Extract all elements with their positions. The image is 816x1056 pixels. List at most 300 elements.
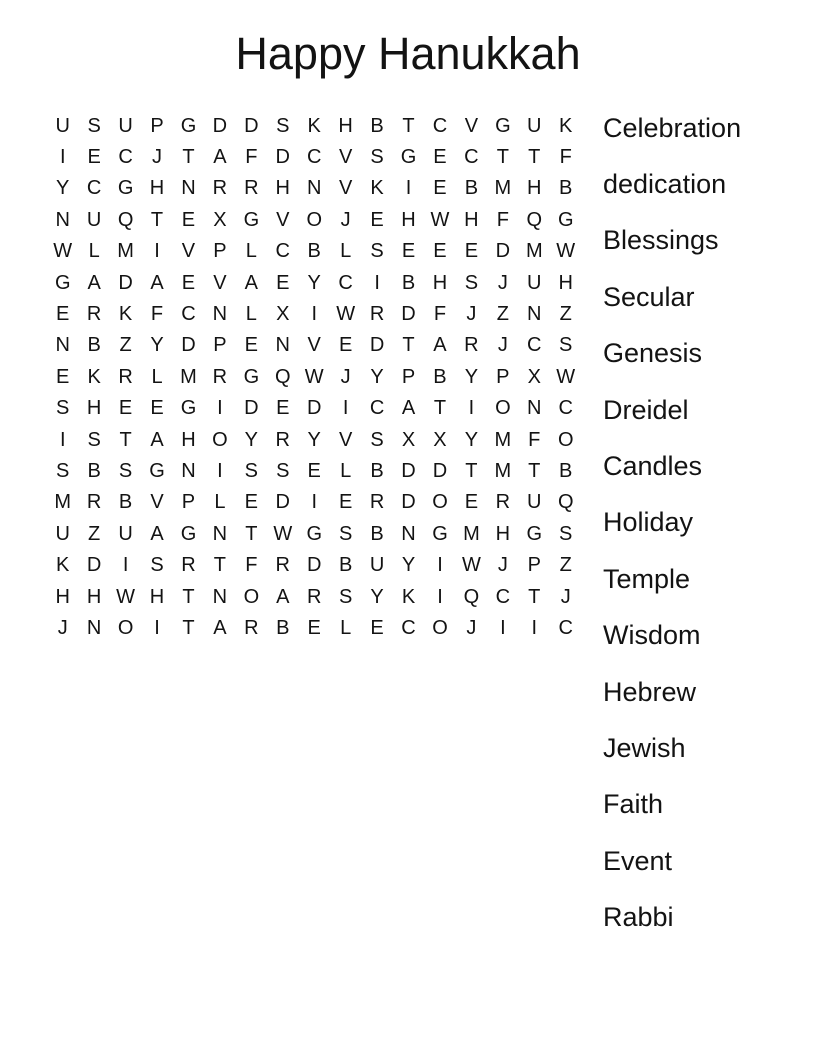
- grid-cell: T: [528, 459, 541, 482]
- word-list-item: Genesis: [603, 338, 703, 369]
- grid-cell: P: [213, 334, 227, 357]
- grid-cell: W: [336, 303, 356, 326]
- grid-cell: G: [306, 522, 322, 545]
- grid-cell: J: [340, 365, 351, 388]
- grid-cell: R: [212, 177, 228, 200]
- grid-cell: T: [528, 146, 541, 169]
- grid-cell: S: [87, 428, 101, 451]
- grid-cell: D: [212, 114, 228, 137]
- grid-cell: Y: [56, 177, 70, 200]
- grid-cell: U: [86, 208, 102, 231]
- grid-cell: F: [150, 303, 164, 326]
- grid-cell: Z: [559, 554, 572, 577]
- grid-cell: I: [311, 303, 317, 326]
- grid-cell: V: [150, 491, 164, 514]
- grid-cell: P: [181, 491, 196, 514]
- grid-cell: U: [369, 554, 385, 577]
- grid-cell: X: [527, 365, 541, 388]
- grid-cell: C: [558, 397, 573, 420]
- word-list-item: Rabbi: [603, 902, 674, 933]
- grid-cell: Y: [307, 271, 321, 294]
- grid-cell: B: [433, 365, 447, 388]
- grid-cell: C: [275, 240, 290, 263]
- word-list-item: Celebration: [603, 112, 742, 143]
- grid-cell: C: [464, 146, 479, 169]
- grid-cell: L: [340, 459, 352, 482]
- grid-cell: M: [525, 240, 543, 263]
- grid-cell: Y: [464, 428, 479, 451]
- grid-cell: S: [150, 554, 164, 577]
- grid-cell: I: [500, 616, 506, 639]
- grid-cell: W: [273, 522, 293, 545]
- grid-cell: C: [527, 334, 542, 357]
- grid-cell: V: [213, 271, 227, 294]
- grid-cell: N: [55, 208, 70, 231]
- grid-cell: M: [180, 365, 197, 388]
- grid-cell: E: [433, 146, 447, 169]
- grid-cell: M: [494, 177, 512, 200]
- grid-cell: H: [495, 522, 511, 545]
- grid-cell: T: [119, 428, 132, 451]
- grid-cell: E: [56, 365, 70, 388]
- grid-cell: Y: [401, 554, 416, 577]
- grid-cell: I: [154, 616, 160, 639]
- grid-cell: F: [559, 146, 572, 169]
- grid-cell: L: [245, 240, 257, 263]
- grid-cell: N: [212, 585, 228, 608]
- grid-cell: C: [86, 177, 102, 200]
- grid-cell: Q: [117, 208, 134, 231]
- grid-cell: I: [374, 271, 380, 294]
- grid-cell: S: [118, 459, 133, 482]
- grid-cell: N: [55, 334, 70, 357]
- grid-cell: L: [88, 240, 100, 263]
- grid-cell: D: [401, 491, 416, 514]
- grid-cell: E: [150, 397, 164, 420]
- grid-cell: D: [181, 334, 196, 357]
- grid-cell: U: [527, 491, 542, 514]
- word-list-item: Faith: [603, 789, 664, 820]
- word-search-grid: [47, 110, 581, 644]
- grid-cell: B: [370, 114, 384, 137]
- grid-cell: S: [87, 114, 101, 137]
- grid-cell: N: [181, 459, 196, 482]
- grid-cell: W: [461, 554, 481, 577]
- word-list: [603, 100, 741, 946]
- word-list-item: Candles: [603, 451, 703, 482]
- grid-cell: R: [118, 365, 133, 388]
- grid-cell: L: [340, 240, 352, 263]
- grid-cell: W: [304, 365, 324, 388]
- grid-cell: Y: [464, 365, 479, 388]
- grid-cell: S: [370, 240, 384, 263]
- grid-cell: A: [87, 271, 101, 294]
- grid-cell: H: [401, 208, 416, 231]
- grid-cell: E: [401, 240, 416, 263]
- grid-cell: V: [338, 428, 353, 451]
- grid-cell: Z: [559, 303, 572, 326]
- grid-cell: D: [432, 459, 448, 482]
- grid-cell: D: [306, 397, 322, 420]
- grid-cell: A: [213, 616, 227, 639]
- grid-cell: O: [212, 428, 228, 451]
- grid-cell: C: [118, 146, 133, 169]
- grid-cell: X: [276, 303, 290, 326]
- grid-cell: N: [401, 522, 416, 545]
- grid-cell: D: [495, 240, 511, 263]
- word-list-item: Event: [603, 845, 673, 876]
- grid-cell: J: [340, 208, 351, 231]
- grid-cell: F: [433, 303, 447, 326]
- grid-cell: O: [432, 491, 448, 514]
- grid-cell: C: [338, 271, 353, 294]
- grid-cell: Y: [150, 334, 164, 357]
- grid-cell: Q: [463, 585, 480, 608]
- grid-cell: K: [118, 303, 133, 326]
- grid-cell: S: [244, 459, 259, 482]
- grid-cell: T: [150, 208, 164, 231]
- grid-cell: I: [59, 428, 66, 451]
- grid-cell: H: [558, 271, 573, 294]
- grid-cell: R: [244, 616, 259, 639]
- grid-cell: M: [494, 428, 512, 451]
- grid-cell: L: [340, 616, 352, 639]
- grid-cell: K: [87, 365, 101, 388]
- grid-cell: Y: [307, 428, 321, 451]
- grid-cell: H: [149, 177, 165, 200]
- grid-cell: E: [338, 334, 353, 357]
- grid-cell: E: [307, 616, 321, 639]
- grid-cell: D: [118, 271, 133, 294]
- grid-cell: D: [244, 114, 259, 137]
- grid-cell: P: [150, 114, 164, 137]
- grid-cell: M: [54, 491, 72, 514]
- grid-cell: G: [557, 208, 574, 231]
- grid-cell: G: [495, 114, 511, 137]
- grid-cell: B: [307, 240, 321, 263]
- grid-cell: S: [338, 522, 353, 545]
- grid-cell: T: [433, 397, 447, 420]
- grid-cell: E: [276, 271, 290, 294]
- grid-cell: K: [56, 554, 70, 577]
- word-list-item: Secular: [603, 281, 695, 312]
- grid-cell: G: [180, 114, 197, 137]
- grid-cell: S: [276, 114, 290, 137]
- word-list-item: Blessings: [603, 225, 719, 256]
- grid-cell: B: [87, 459, 101, 482]
- grid-cell: V: [307, 334, 321, 357]
- grid-cell: H: [464, 208, 479, 231]
- grid-cell: I: [437, 554, 443, 577]
- grid-cell: D: [86, 554, 102, 577]
- grid-cell: T: [402, 114, 415, 137]
- grid-cell: A: [401, 397, 416, 420]
- grid-cell: D: [401, 459, 416, 482]
- grid-cell: A: [276, 585, 290, 608]
- grid-cell: I: [437, 585, 443, 608]
- grid-cell: E: [118, 397, 133, 420]
- grid-cell: C: [432, 114, 448, 137]
- grid-cell: N: [212, 522, 228, 545]
- grid-cell: H: [181, 428, 196, 451]
- grid-cell: R: [181, 554, 196, 577]
- grid-cell: X: [213, 208, 227, 231]
- grid-cell: T: [245, 522, 258, 545]
- grid-cell: S: [559, 334, 573, 357]
- grid-cell: B: [118, 491, 133, 514]
- grid-cell: I: [311, 491, 317, 514]
- grid-cell: O: [432, 616, 448, 639]
- grid-cell: T: [213, 554, 227, 577]
- word-list-item: dedication: [603, 169, 727, 200]
- puzzle-title: Happy Hanukkah: [235, 28, 581, 79]
- grid-cell: J: [466, 303, 477, 326]
- grid-cell: W: [556, 365, 576, 388]
- grid-cell: U: [118, 522, 133, 545]
- grid-cell: Z: [88, 522, 101, 545]
- grid-cell: D: [244, 397, 259, 420]
- grid-cell: E: [244, 491, 259, 514]
- grid-cell: T: [182, 616, 195, 639]
- grid-cell: R: [495, 491, 511, 514]
- grid-cell: I: [122, 554, 129, 577]
- grid-cell: D: [401, 303, 416, 326]
- grid-cell: B: [401, 271, 416, 294]
- grid-cell: G: [526, 522, 543, 545]
- grid-cell: F: [245, 554, 258, 577]
- grid-cell: K: [559, 114, 573, 137]
- grid-cell: W: [53, 240, 73, 263]
- grid-cell: X: [401, 428, 416, 451]
- grid-cell: Y: [370, 365, 384, 388]
- grid-cell: X: [433, 428, 447, 451]
- grid-cell: M: [463, 522, 480, 545]
- grid-cell: B: [338, 554, 353, 577]
- grid-cell: J: [497, 554, 508, 577]
- grid-cell: J: [497, 334, 508, 357]
- word-list-item: Temple: [603, 563, 691, 594]
- grid-cell: E: [181, 271, 196, 294]
- grid-cell: J: [57, 616, 68, 639]
- grid-cell: H: [338, 114, 353, 137]
- grid-cell: F: [245, 146, 258, 169]
- grid-cell: H: [527, 177, 542, 200]
- grid-cell: C: [401, 616, 416, 639]
- grid-cell: Q: [275, 365, 291, 388]
- grid-cell: H: [432, 271, 448, 294]
- grid-cell: N: [306, 177, 322, 200]
- grid-cell: E: [276, 397, 290, 420]
- grid-cell: B: [370, 459, 384, 482]
- grid-cell: T: [182, 146, 195, 169]
- grid-cell: Y: [370, 585, 384, 608]
- grid-cell: V: [338, 177, 353, 200]
- word-list-item: Wisdom: [603, 620, 701, 651]
- grid-cell: I: [154, 240, 160, 263]
- grid-cell: U: [118, 114, 133, 137]
- grid-cell: R: [244, 177, 259, 200]
- grid-cell: T: [465, 459, 478, 482]
- grid-cell: C: [306, 146, 322, 169]
- grid-cell: N: [181, 177, 196, 200]
- grid-cell: H: [275, 177, 290, 200]
- grid-cell: E: [56, 303, 70, 326]
- grid-cell: A: [244, 271, 259, 294]
- grid-cell: Y: [244, 428, 259, 451]
- grid-cell: R: [369, 303, 385, 326]
- grid-cell: H: [86, 585, 102, 608]
- grid-cell: V: [464, 114, 479, 137]
- grid-cell: P: [401, 365, 416, 388]
- grid-cell: V: [276, 208, 290, 231]
- grid-cell: E: [244, 334, 259, 357]
- grid-cell: S: [370, 146, 384, 169]
- grid-cell: A: [150, 428, 164, 451]
- grid-cell: C: [369, 397, 385, 420]
- grid-cell: R: [86, 491, 102, 514]
- grid-cell: A: [433, 334, 447, 357]
- grid-cell: O: [306, 208, 322, 231]
- grid-cell: P: [213, 240, 227, 263]
- grid-cell: Q: [526, 208, 543, 231]
- grid-cell: C: [558, 616, 573, 639]
- grid-cell: A: [150, 522, 164, 545]
- grid-cell: G: [54, 271, 71, 294]
- grid-cell: I: [468, 397, 475, 420]
- grid-cell: G: [243, 208, 260, 231]
- word-list-item: Jewish: [603, 732, 686, 763]
- grid-cell: R: [306, 585, 322, 608]
- grid-cell: G: [400, 146, 417, 169]
- grid-cell: F: [496, 208, 509, 231]
- grid-cell: I: [531, 616, 538, 639]
- word-list-item: Holiday: [603, 507, 694, 538]
- grid-cell: I: [342, 397, 349, 420]
- grid-cell: Z: [496, 303, 509, 326]
- grid-cell: R: [369, 491, 385, 514]
- grid-cell: N: [527, 303, 542, 326]
- grid-cell: E: [370, 616, 384, 639]
- grid-cell: T: [402, 334, 415, 357]
- grid-cell: W: [430, 208, 450, 231]
- grid-cell: L: [214, 491, 226, 514]
- grid-cell: E: [464, 240, 479, 263]
- grid-cell: B: [87, 334, 101, 357]
- grid-cell: I: [217, 397, 223, 420]
- grid-cell: J: [152, 146, 163, 169]
- grid-cell: K: [401, 585, 416, 608]
- grid-cell: E: [87, 146, 101, 169]
- grid-cell: U: [55, 114, 70, 137]
- grid-cell: I: [59, 146, 66, 169]
- grid-cell: I: [217, 459, 223, 482]
- grid-cell: G: [243, 365, 260, 388]
- grid-cell: B: [464, 177, 479, 200]
- grid-cell: T: [528, 585, 541, 608]
- grid-cell: E: [370, 208, 384, 231]
- grid-cell: W: [116, 585, 136, 608]
- grid-cell: B: [559, 459, 573, 482]
- word-list-item: Dreidel: [603, 394, 689, 425]
- grid-cell: Q: [557, 491, 574, 514]
- grid-cell: J: [497, 271, 508, 294]
- grid-cell: O: [495, 397, 511, 420]
- grid-cell: R: [86, 303, 102, 326]
- grid-cell: O: [117, 616, 134, 639]
- grid-cell: B: [370, 522, 384, 545]
- word-list-item: Hebrew: [603, 676, 697, 707]
- grid-cell: V: [181, 240, 196, 263]
- grid-cell: C: [181, 303, 196, 326]
- grid-cell: C: [495, 585, 511, 608]
- grid-cell: D: [369, 334, 385, 357]
- grid-cell: S: [56, 397, 70, 420]
- grid-cell: K: [307, 114, 321, 137]
- grid-cell: S: [559, 522, 573, 545]
- grid-cell: T: [182, 585, 195, 608]
- grid-cell: E: [181, 208, 196, 231]
- grid-cell: S: [464, 271, 479, 294]
- grid-cell: H: [55, 585, 70, 608]
- grid-cell: S: [370, 428, 384, 451]
- grid-cell: L: [245, 303, 257, 326]
- grid-cell: S: [276, 459, 290, 482]
- grid-cell: A: [213, 146, 227, 169]
- grid-cell: J: [560, 585, 571, 608]
- grid-cell: R: [275, 554, 290, 577]
- grid-cell: L: [151, 365, 163, 388]
- grid-cell: Z: [119, 334, 132, 357]
- grid-cell: O: [243, 585, 260, 608]
- grid-cell: N: [275, 334, 290, 357]
- grid-cell: D: [275, 146, 290, 169]
- grid-cell: B: [276, 616, 290, 639]
- grid-cell: N: [86, 616, 102, 639]
- grid-cell: A: [150, 271, 164, 294]
- grid-cell: S: [338, 585, 353, 608]
- grid-cell: D: [306, 554, 322, 577]
- grid-cell: N: [527, 397, 542, 420]
- grid-cell: M: [117, 240, 134, 263]
- grid-cell: H: [149, 585, 165, 608]
- grid-cell: J: [466, 616, 477, 639]
- grid-cell: K: [370, 177, 384, 200]
- grid-cell: E: [433, 177, 447, 200]
- grid-cell: G: [180, 522, 197, 545]
- grid-cell: G: [180, 397, 197, 420]
- grid-cell: U: [527, 271, 542, 294]
- grid-cell: V: [338, 146, 353, 169]
- grid-cell: D: [275, 491, 290, 514]
- grid-cell: R: [212, 365, 228, 388]
- grid-cell: E: [464, 491, 479, 514]
- grid-cell: N: [212, 303, 228, 326]
- grid-cell: R: [464, 334, 479, 357]
- grid-cell: U: [55, 522, 70, 545]
- grid-cell: G: [149, 459, 165, 482]
- grid-cell: M: [494, 459, 512, 482]
- grid-cell: E: [433, 240, 447, 263]
- grid-cell: G: [432, 522, 448, 545]
- grid-cell: S: [56, 459, 70, 482]
- grid-cell: E: [307, 459, 321, 482]
- grid-cell: O: [557, 428, 574, 451]
- grid-cell: B: [559, 177, 573, 200]
- grid-cell: U: [527, 114, 542, 137]
- grid-cell: T: [496, 146, 509, 169]
- grid-cell: P: [527, 554, 541, 577]
- grid-cell: W: [556, 240, 576, 263]
